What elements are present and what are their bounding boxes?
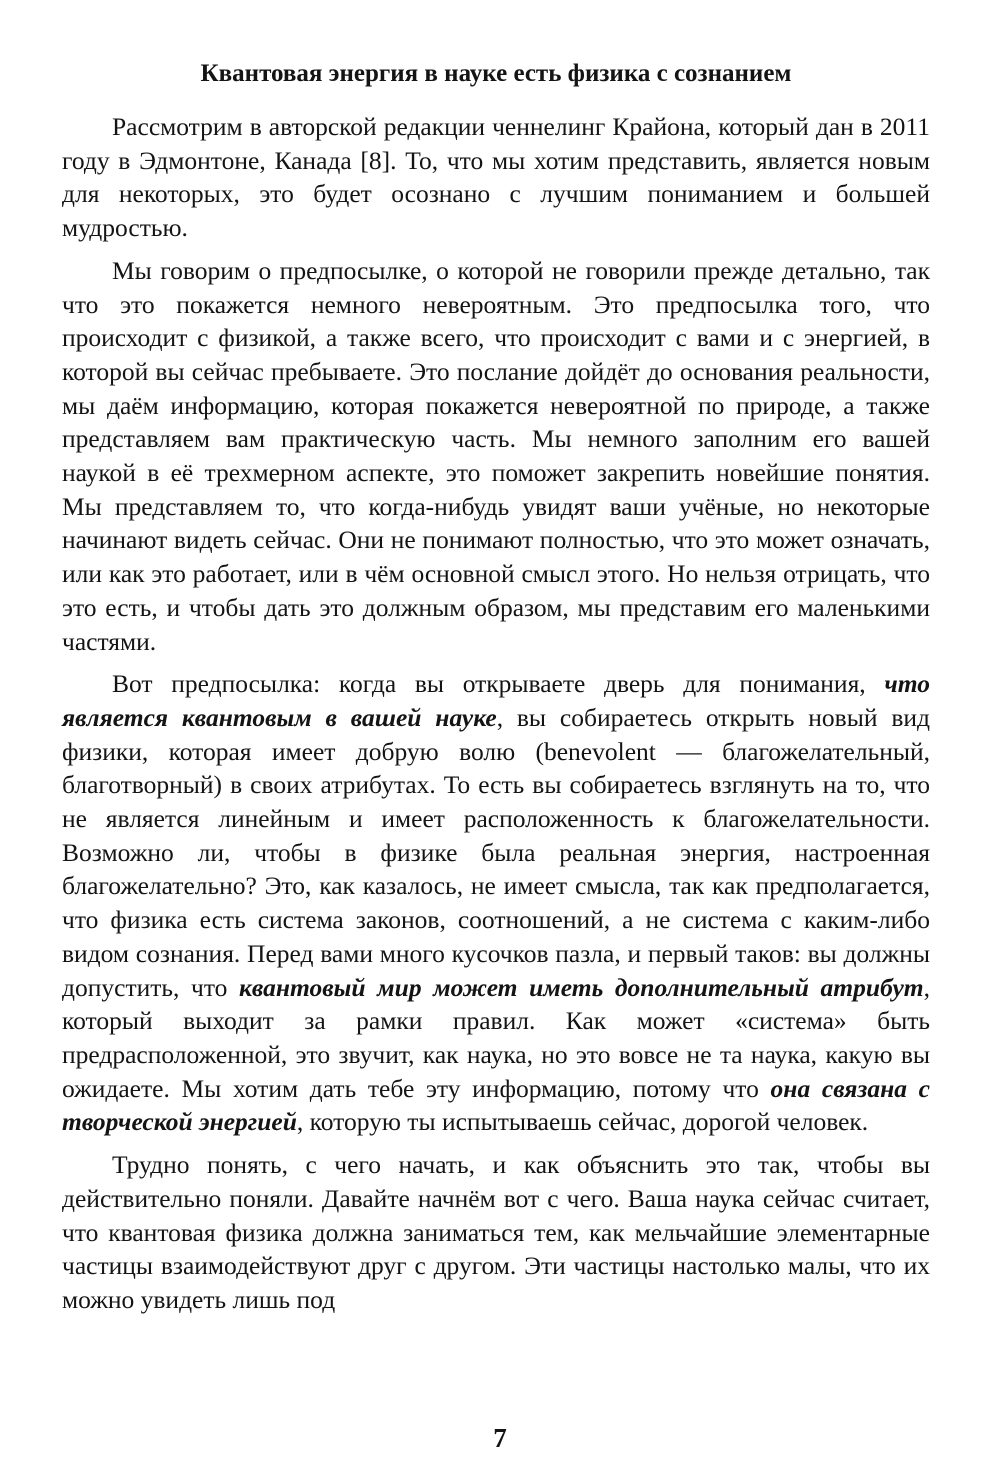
paragraph [62,254,930,658]
text-segment: Рассмотрим в авторской редакции ченнелинг Крайона, который дан в 2011 году в Эдмонтоне, Канада [8]. То, что мы хотим представить, является новым для некоторых, это будет осознано с лучшим пониманием и большей мудростью. [62,112,930,243]
text-segment: , которую ты испытываешь сейчас, дорогой человек. [296,1107,869,1137]
body-text [62,110,930,1317]
text-segment: Вот предпосылка: когда вы открываете дверь для понимания, [112,669,885,699]
paragraph [62,667,930,1139]
emphasized-text: она связана с творческой энергией [62,1073,930,1137]
emphasized-text: что является квантовым в вашей науке [62,669,930,732]
emphasized-text: квантовый мир может иметь дополнительный атрибут [238,972,924,1002]
text-segment: Мы говорим о предпосылке, о которой не говорили прежде детально, так что это покажется немного невероятным. Это предпосылка того, что происходит с физикой, а также всего, что происходит с вами и с энергией, в которой вы сейчас пребываете. Это послание дойдёт до основания реальности, мы даём информацию, которая покажется невероятной по природе, а также представляем вам практическую часть. Мы немного заполним его вашей наукой в её трехмерном аспекте, это поможет закрепить новейшие понятия. Мы представляем то, что когда-нибудь увидят ваши учёные, но некоторые начинают видеть сейчас. Они не понимают полностью, что это может означать, или как это работает, или в чём основной смысл этого. Но нельзя отрицать, что это есть, и чтобы дать это должным образом, мы представим его маленькими частями. [62,255,930,656]
page-number: 7 [493,1423,507,1453]
section-heading: Квантовая энергия в науке есть физика с сознанием [200,60,792,87]
book-page [62,58,930,1326]
paragraph [62,1148,930,1317]
text-segment: Трудно понять, с чего начать, и как объяснить это так, чтобы вы действительно поняли. Давайте начнём вот с чего. Ваша наука сейчас считает, что квантовая физика должна заниматься тем, как мельчайшие элементарные частицы взаимодействуют друг с другом. Эти частицы настолько малы, что их можно увидеть лишь под [62,1150,930,1314]
text-segment: , который выходит за рамки правил. Как может «система» быть предрасположенной, это звучит, как наука, но это вовсе не та наука, какую вы ожидаете. Мы хотим дать тебе эту информацию, потому что [62,972,930,1103]
paragraph [62,110,930,245]
text-segment: , вы собираетесь открыть новый вид физики, которая имеет добрую волю (benevolent — благожелательный, благотворный) в своих атрибутах. То есть вы собираетесь взглянуть на то, что не является линейным и имеет расположенность к благожелательности. Возможно ли, чтобы в физике была реальная энергия, настроенная благожелательно? Это, как казалось, не имеет смысла, так как предполагается, что физика есть система законов, соотношений, а не система с каким-либо видом сознания. Перед вами много кусочков пазла, и первый таков: вы должны допустить, что [62,702,930,1002]
